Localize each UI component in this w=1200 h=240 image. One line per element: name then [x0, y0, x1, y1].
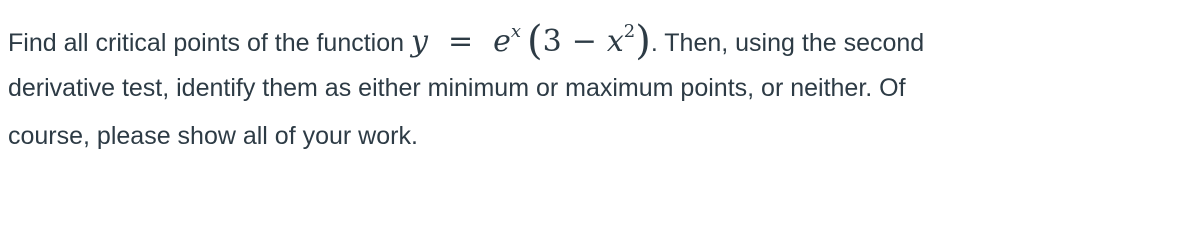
equation-constant: 3	[542, 24, 562, 59]
equation-exponent: x	[510, 21, 522, 42]
equation-base: e	[493, 24, 511, 59]
problem-line-1	[8, 0, 1188, 64]
equation-power: 2	[623, 21, 636, 42]
problem-text-then: . Then, using the second	[650, 29, 925, 57]
problem-text-intro: Find all critical points of the function	[8, 29, 405, 57]
function-equation	[411, 0, 651, 74]
equation-lhs: y	[411, 24, 428, 59]
equation-minus: −	[571, 24, 597, 59]
equation-close-paren: )	[635, 18, 651, 64]
problem-statement	[8, 0, 1188, 160]
problem-line-2: derivative test, identify them as either minimum or maximum points, or neither. Of	[8, 74, 906, 102]
equation-var: x	[606, 24, 624, 59]
problem-line-3: course, please show all of your work.	[8, 122, 418, 150]
equation-open-paren: (	[527, 18, 543, 64]
equation-equals: =	[447, 24, 474, 59]
